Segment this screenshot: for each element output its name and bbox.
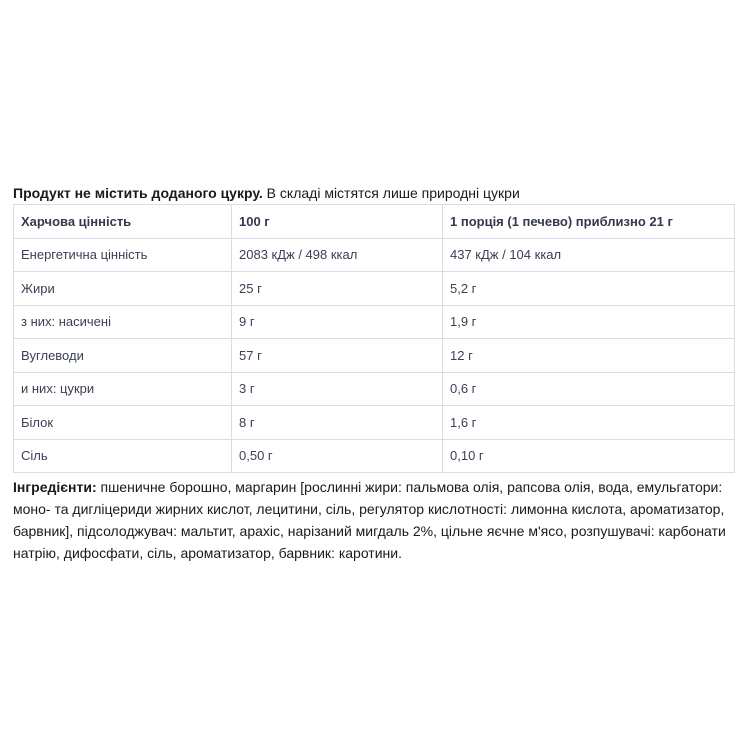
table-header-row (14, 205, 735, 239)
value-per-100g: 9 г (232, 305, 443, 339)
value-per-100g: 8 г (232, 406, 443, 440)
header-per-portion: 1 порція (1 печево) приблизно 21 г (443, 205, 735, 239)
value-per-portion: 437 кДж / 104 ккал (443, 238, 735, 272)
value-per-portion: 5,2 г (443, 272, 735, 306)
nutrient-name: Білок (14, 406, 232, 440)
sugar-note-bold: Продукт не містить доданого цукру. (13, 185, 263, 201)
header-nutrition-value: Харчова цінність (14, 205, 232, 239)
value-per-100g: 2083 кДж / 498 ккал (232, 238, 443, 272)
ingredients-label: Інгредієнти: (13, 479, 97, 495)
table-row (14, 305, 735, 339)
value-per-100g: 0,50 г (232, 439, 443, 473)
value-per-portion: 12 г (443, 339, 735, 373)
header-per-100g: 100 г (232, 205, 443, 239)
table-row (14, 406, 735, 440)
nutrient-name: Енергетична цінність (14, 238, 232, 272)
value-per-portion: 1,6 г (443, 406, 735, 440)
table-row (14, 238, 735, 272)
value-per-100g: 25 г (232, 272, 443, 306)
nutrition-table (13, 204, 735, 473)
ingredients-text: пшеничне борошно, маргарин [рослинні жири: пальмова олія, рапсова олія, вода, емульгатори: моно- та дигліцериди жирних кислот, лецитини, сіль, регулятор кислотності: лимонна кислота, ароматизатор, барвник], підсолоджувач: мальтит, арахіс, нарізаний мигдаль 2%, цільне яєчне м'ясо, розпушувачі: карбонати натрію, дифосфати, сіль, ароматизатор, барвник: каротини. (13, 479, 726, 561)
table-row (14, 339, 735, 373)
ingredients-paragraph (13, 476, 735, 564)
nutrient-name: Жири (14, 272, 232, 306)
nutrient-name: з них: насичені (14, 305, 232, 339)
value-per-portion: 0,10 г (443, 439, 735, 473)
value-per-100g: 3 г (232, 372, 443, 406)
product-info (13, 183, 735, 564)
value-per-100g: 57 г (232, 339, 443, 373)
value-per-portion: 0,6 г (443, 372, 735, 406)
table-row (14, 372, 735, 406)
nutrient-name: Вуглеводи (14, 339, 232, 373)
sugar-note-text: В складі містятся лише природні цукри (262, 185, 520, 201)
table-row (14, 439, 735, 473)
nutrient-name: и них: цукри (14, 372, 232, 406)
sugar-note (13, 183, 735, 203)
table-row (14, 272, 735, 306)
nutrient-name: Сіль (14, 439, 232, 473)
value-per-portion: 1,9 г (443, 305, 735, 339)
